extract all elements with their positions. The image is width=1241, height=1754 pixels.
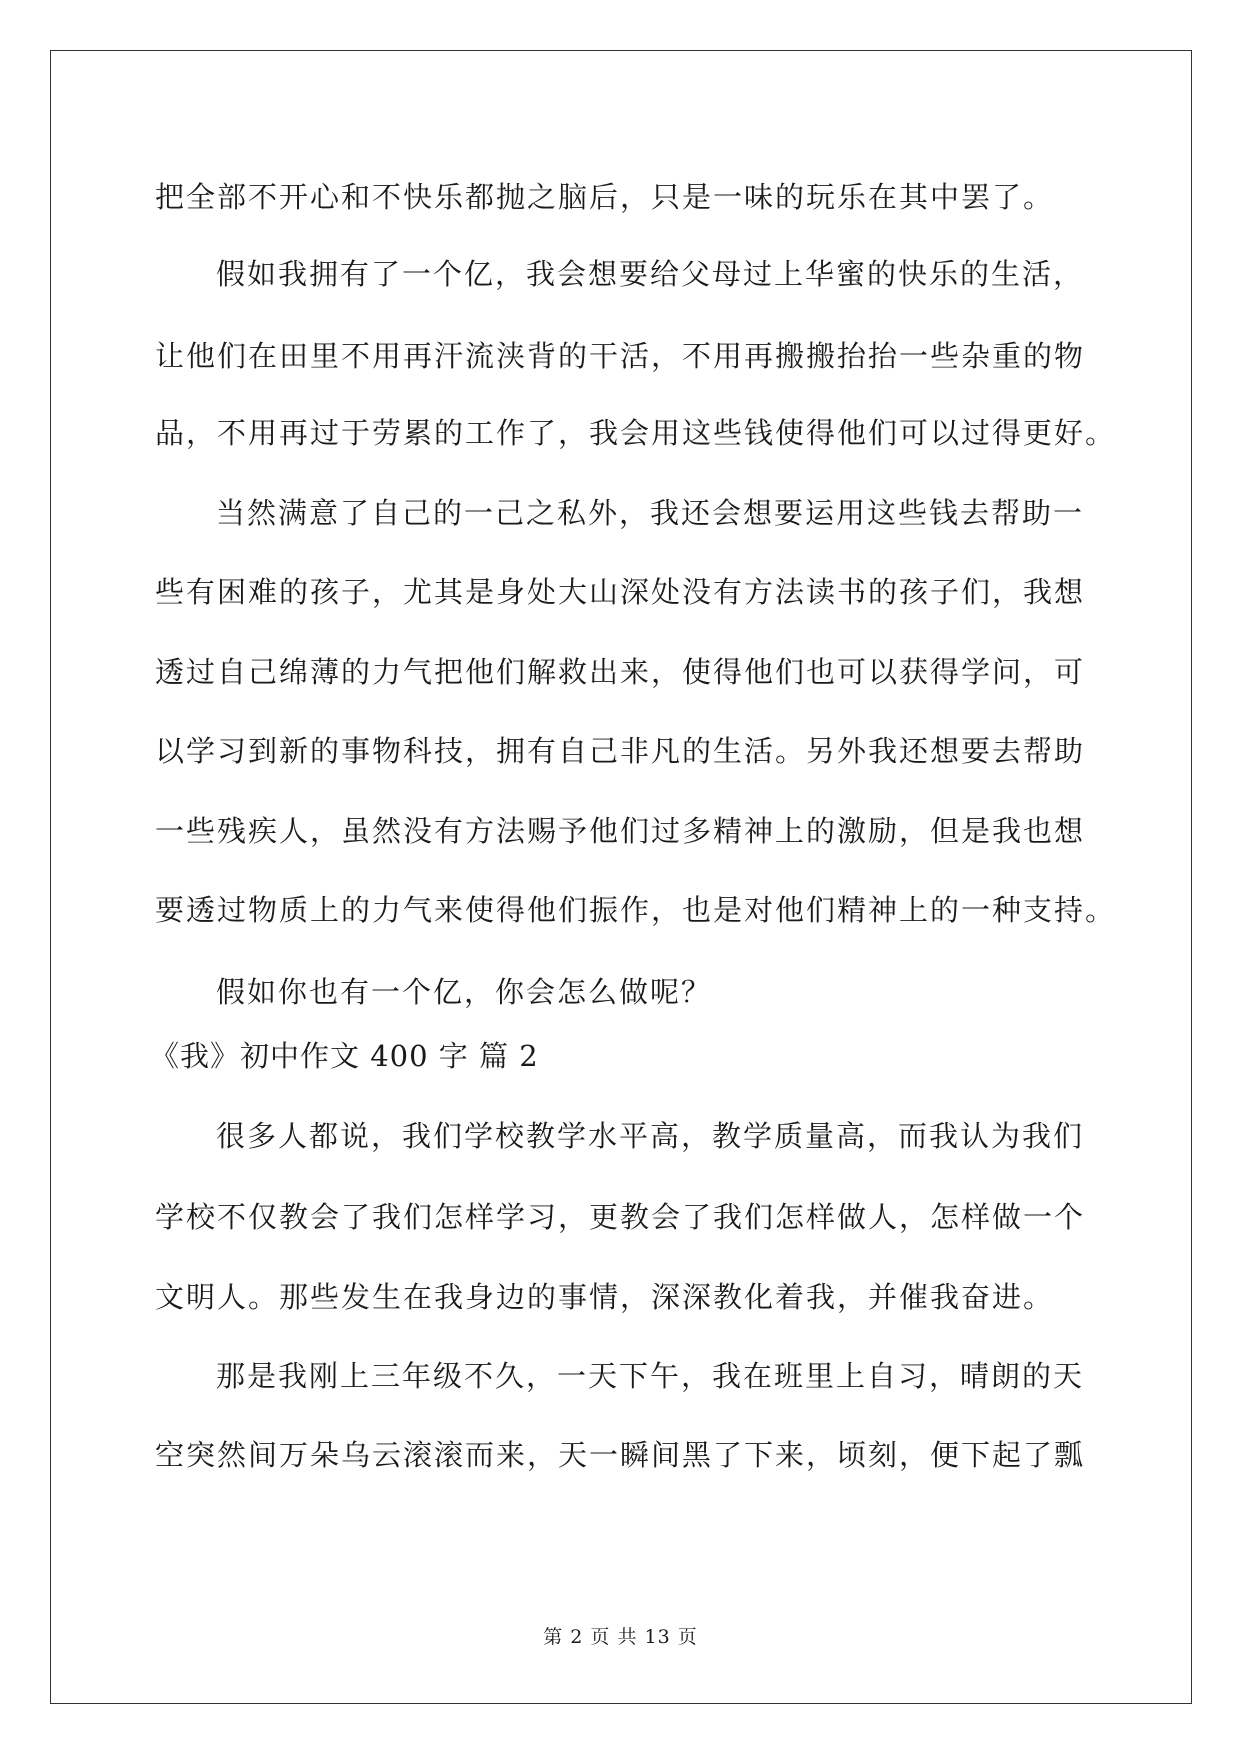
text-line-11: 假如你也有一个亿，你会怎么做呢？ xyxy=(216,975,713,1009)
text-line-3: 让他们在田里不用再汗流浃背的干活，不用再搬搬抬抬一些杂重的物 xyxy=(155,339,1086,373)
text-line-15: 那是我刚上三年级不久，一天下午，我在班里上自习，晴朗的天 xyxy=(216,1359,1085,1393)
text-line-14: 文明人。那些发生在我身边的事情，深深教化着我，并催我奋进。 xyxy=(155,1280,1055,1314)
section-heading: 《我》初中作文 400 字 篇 2 xyxy=(150,1039,539,1073)
text-line-6: 些有困难的孩子，尤其是身处大山深处没有方法读书的孩子们，我想 xyxy=(155,575,1086,609)
text-line-2: 假如我拥有了一个亿，我会想要给父母过上华蜜的快乐的生活， xyxy=(216,257,1085,291)
text-line-12: 很多人都说，我们学校教学水平高，教学质量高，而我认为我们 xyxy=(216,1119,1085,1153)
text-line-4: 品，不用再过于劳累的工作了，我会用这些钱使得他们可以过得更好。 xyxy=(155,416,1117,450)
text-line-9: 一些残疾人，虽然没有方法赐予他们过多精神上的激励，但是我也想 xyxy=(155,814,1086,848)
text-line-7: 透过自己绵薄的力气把他们解救出来，使得他们也可以获得学问，可 xyxy=(155,655,1086,689)
text-line-5: 当然满意了自己的一己之私外，我还会想要运用这些钱去帮助一 xyxy=(216,496,1085,530)
text-line-1: 把全部不开心和不快乐都抛之脑后，只是一味的玩乐在其中罢了。 xyxy=(155,180,1055,214)
text-line-8: 以学习到新的事物科技，拥有自己非凡的生活。另外我还想要去帮助 xyxy=(155,734,1086,768)
text-line-16: 空突然间万朵乌云滚滚而来，天一瞬间黑了下来，顷刻，便下起了瓢 xyxy=(155,1438,1086,1472)
text-line-10: 要透过物质上的力气来使得他们振作，也是对他们精神上的一种支持。 xyxy=(155,893,1117,927)
page-number-footer: 第 2 页 共 13 页 xyxy=(543,1626,698,1648)
text-line-13: 学校不仅教会了我们怎样学习，更教会了我们怎样做人，怎样做一个 xyxy=(155,1200,1086,1234)
